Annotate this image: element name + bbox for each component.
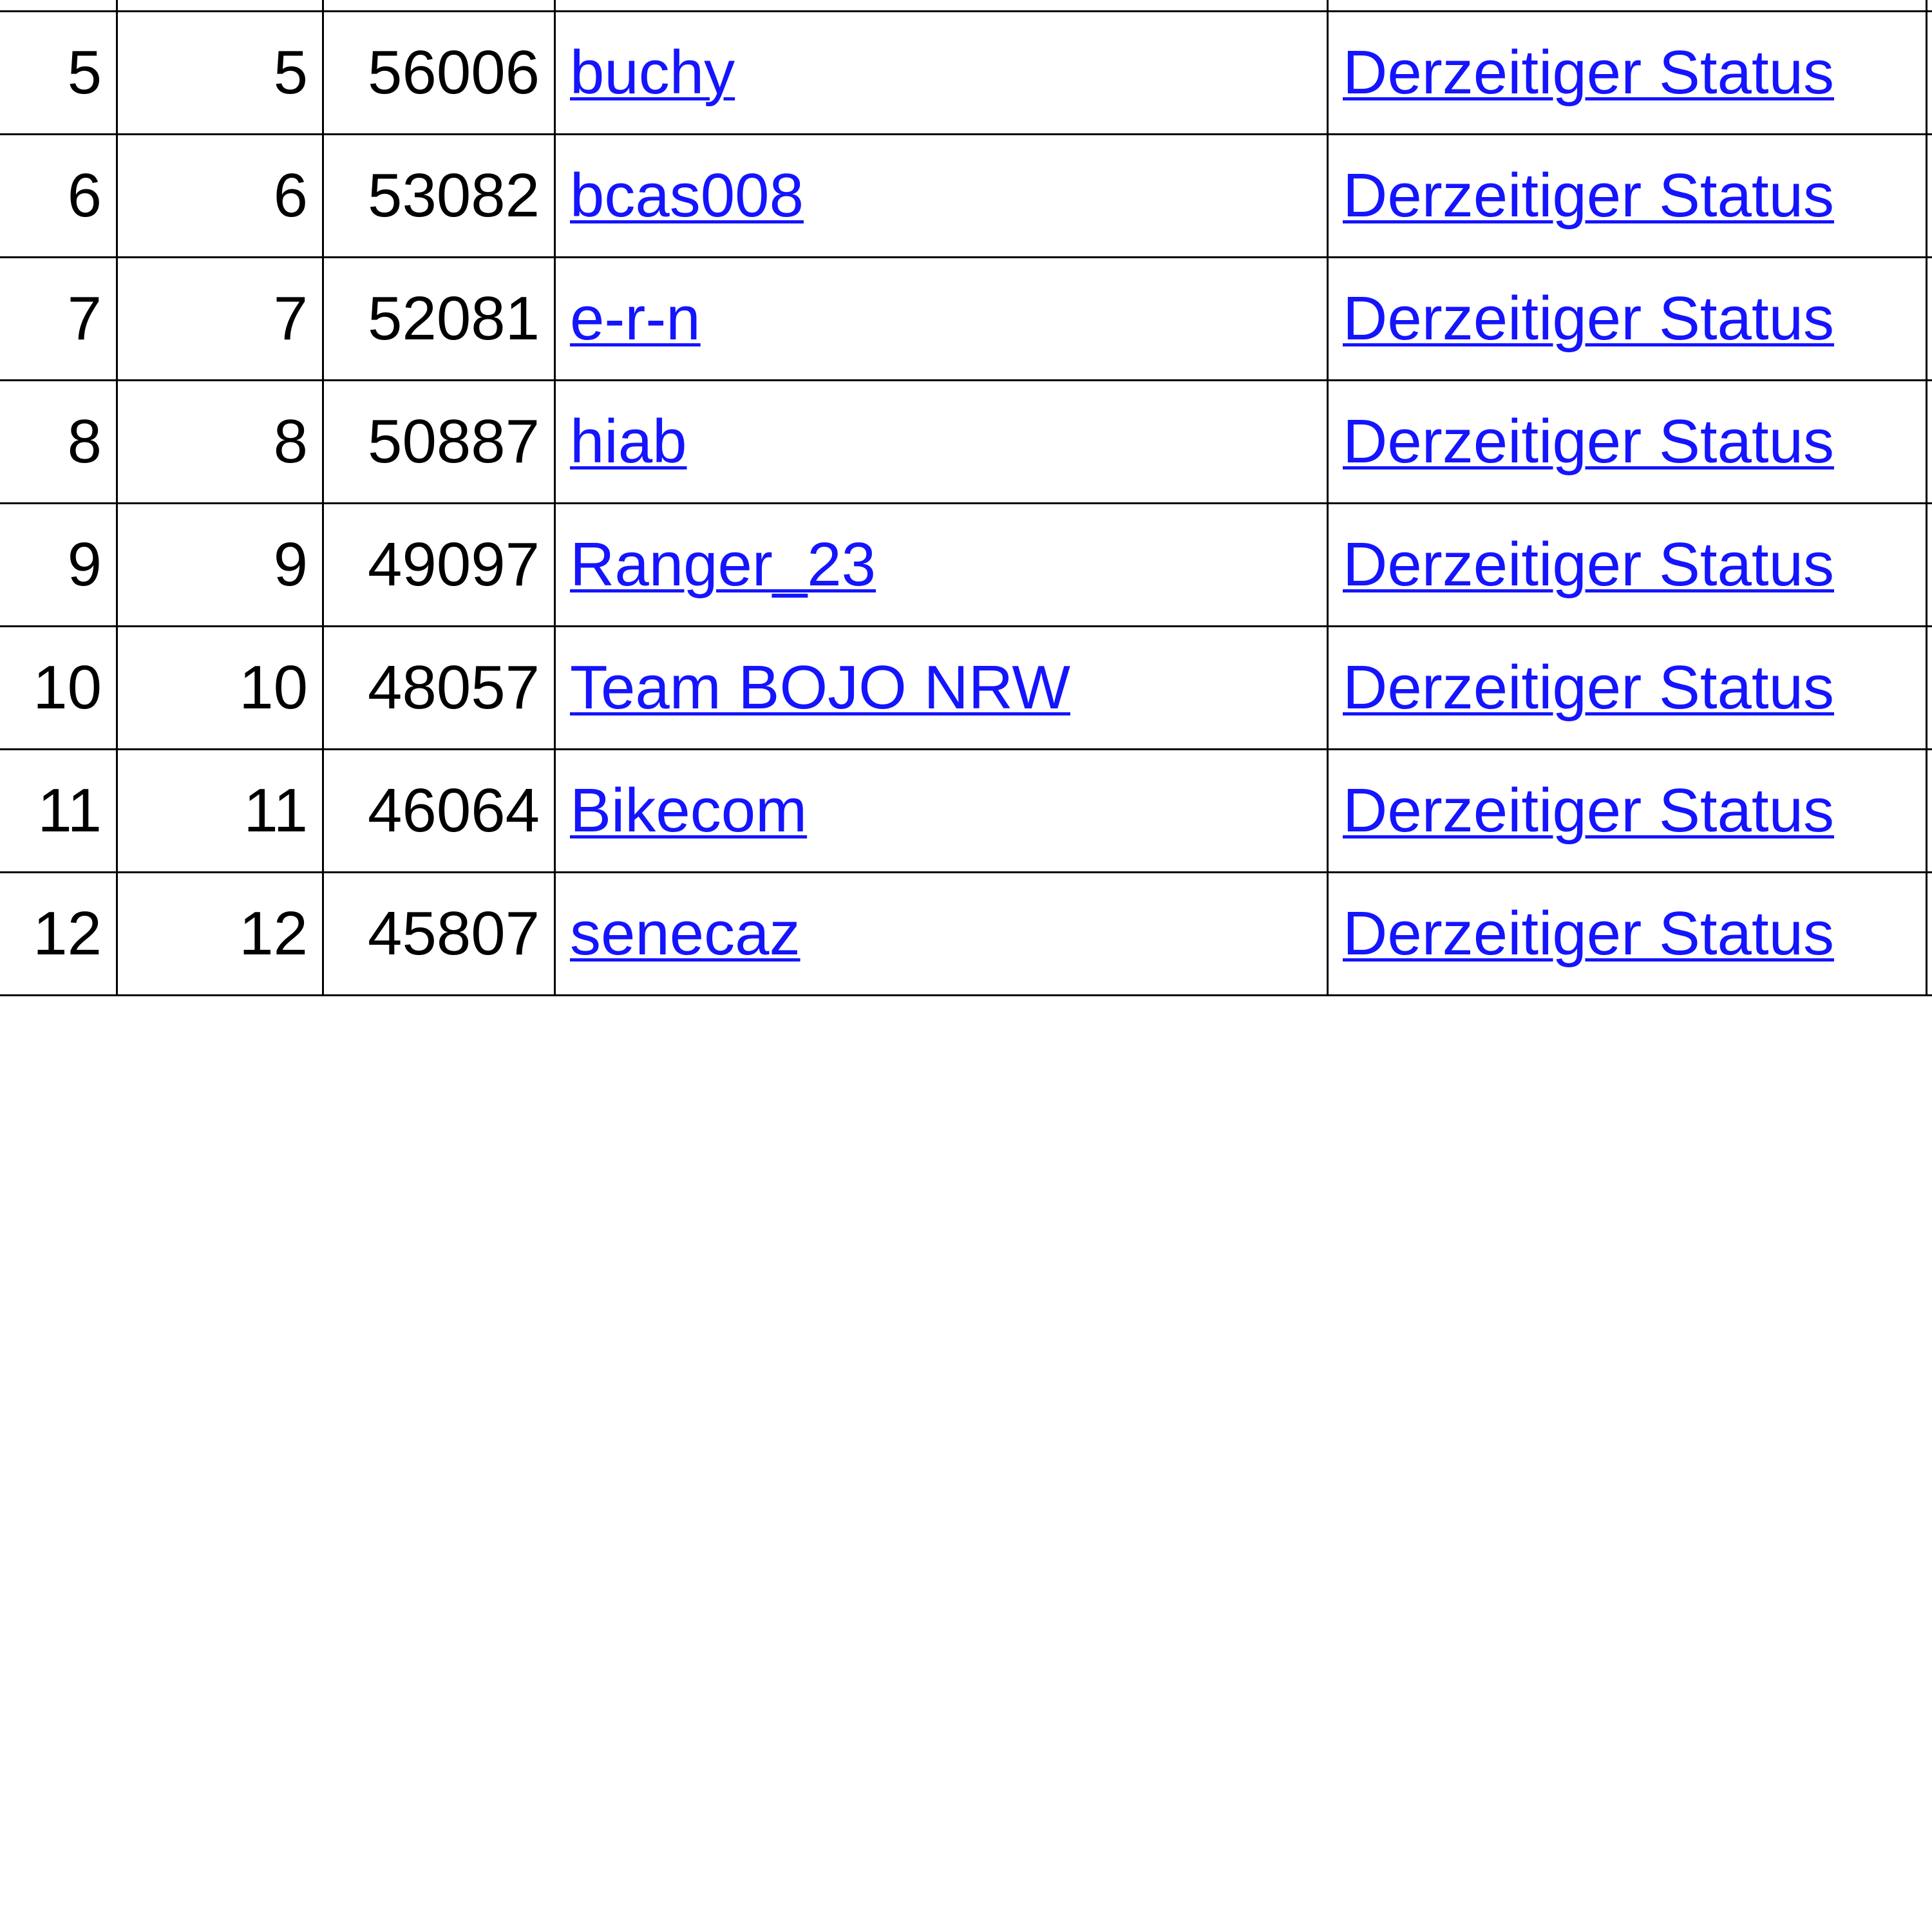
table-row [0,258,1932,381]
cell-tail [1927,12,1932,135]
cell-points: 48057 [323,627,555,750]
cell-member [555,627,1328,750]
cell-previous-rank: 7 [117,258,323,381]
cell-member [555,750,1328,873]
status-link[interactable]: Derzeitiger Status [1343,899,1834,969]
status-link[interactable]: Derzeitiger Status [1343,653,1834,723]
cell-tail [1927,504,1932,627]
cell-previous-rank: 6 [117,135,323,258]
cell-previous-rank: 12 [117,873,323,996]
cell-status [1328,750,1927,873]
cell-tail [1927,873,1932,996]
cell-member [555,258,1328,381]
status-link[interactable]: Derzeitiger Status [1343,284,1834,354]
member-link[interactable]: e-r-n [570,284,701,354]
cell-rank: 12 [0,873,117,996]
cell-rank: 6 [0,135,117,258]
clipped-cell-rank [0,0,117,12]
cell-points: 49097 [323,504,555,627]
cell-points: 53082 [323,135,555,258]
clipped-cell-prev [117,0,323,12]
cell-status [1328,135,1927,258]
table-row [0,627,1932,750]
cell-tail [1927,750,1932,873]
clipped-cell-member [555,0,1328,12]
cell-previous-rank: 11 [117,750,323,873]
member-link[interactable]: hiab [570,407,687,477]
cell-rank: 9 [0,504,117,627]
cell-status [1328,504,1927,627]
member-link[interactable]: bcas008 [570,161,804,231]
status-link[interactable]: Derzeitiger Status [1343,407,1834,477]
cell-status [1328,627,1927,750]
cell-rank: 10 [0,627,117,750]
member-link[interactable]: Team BOJO NRW [570,653,1070,723]
cell-points: 56006 [323,12,555,135]
member-link[interactable]: senecaz [570,899,800,969]
cell-points: 52081 [323,258,555,381]
cell-tail [1927,381,1932,504]
status-link[interactable]: Derzeitiger Status [1343,161,1834,231]
cell-previous-rank: 5 [117,12,323,135]
table-row [0,750,1932,873]
table-row [0,504,1932,627]
clipped-cell-tail [1927,0,1932,12]
cell-points: 50887 [323,381,555,504]
cell-tail [1927,258,1932,381]
cell-status [1328,258,1927,381]
cell-rank: 7 [0,258,117,381]
member-link[interactable]: buchy [570,38,735,108]
cell-tail [1927,135,1932,258]
cell-rank: 5 [0,12,117,135]
cell-points: 45807 [323,873,555,996]
status-link[interactable]: Derzeitiger Status [1343,530,1834,600]
member-link[interactable]: Ranger_23 [570,530,876,600]
cell-status [1328,381,1927,504]
cell-points: 46064 [323,750,555,873]
table-row-clipped [0,0,1932,12]
cell-status [1328,12,1927,135]
table-row [0,381,1932,504]
table-row [0,12,1932,135]
cell-member [555,381,1328,504]
cell-status [1328,873,1927,996]
cell-member [555,504,1328,627]
cell-rank: 11 [0,750,117,873]
cell-tail [1927,627,1932,750]
cell-previous-rank: 10 [117,627,323,750]
cell-previous-rank: 9 [117,504,323,627]
member-link[interactable]: Bikecom [570,776,808,846]
table-row [0,873,1932,996]
cell-rank: 8 [0,381,117,504]
cell-previous-rank: 8 [117,381,323,504]
table-row [0,135,1932,258]
cell-member [555,873,1328,996]
status-link[interactable]: Derzeitiger Status [1343,776,1834,846]
clipped-cell-status [1328,0,1927,12]
cell-member [555,12,1328,135]
cell-member [555,135,1328,258]
clipped-cell-points [323,0,555,12]
status-link[interactable]: Derzeitiger Status [1343,38,1834,108]
